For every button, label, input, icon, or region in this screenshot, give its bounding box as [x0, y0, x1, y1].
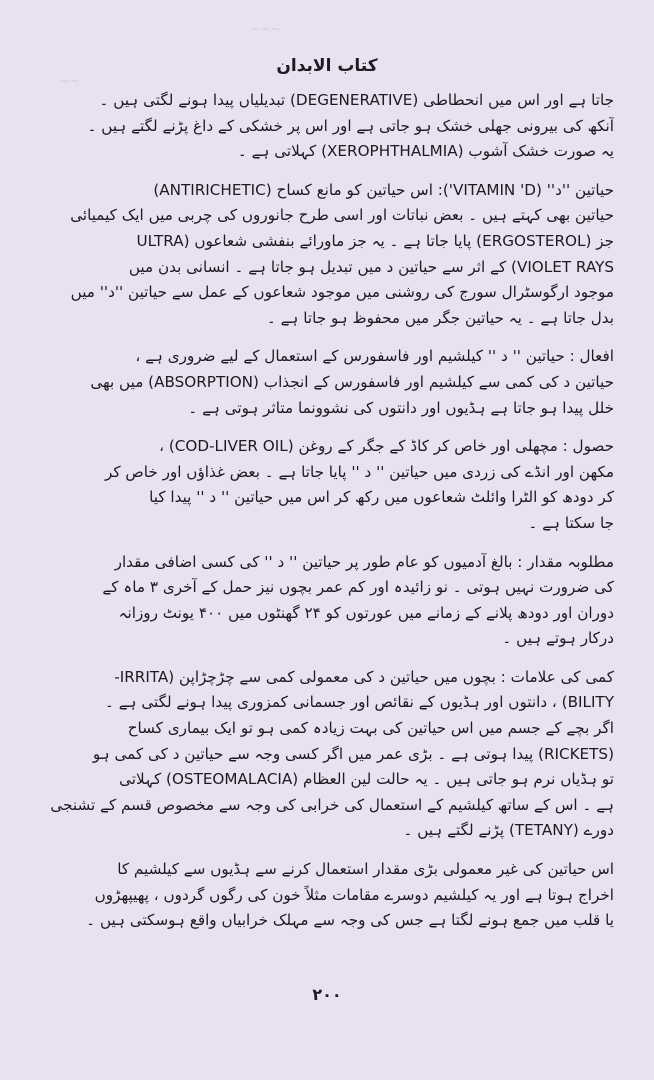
text-line: دوران اور دودھ پلانے کے زمانے میں عورتوں کو ۲۴ گھنٹوں میں ۴۰۰ یونٹ روزانہ [118, 603, 614, 622]
text-line: کر دودھ کو الٹرا وائلٹ شعاعوں میں رکھ کر اس میں حیاتین '' د '' پیدا کیا [149, 488, 614, 507]
text-line: جز (ERGOSTEROL) پایا جاتا ہے ۔ یہ جز ماورائے بنفشی شعاعوں (ULTRA [136, 231, 614, 250]
text-line: BILITY) ، دانتوں اور ہڈیوں کے نقائص اور جسمانی کمزوری پیدا ہونے لگتی ہے ۔ [105, 693, 614, 712]
text-line: درکار ہوتے ہیں ۔ [502, 629, 614, 648]
bleed-fragment: ~~ [60, 74, 81, 88]
text-line: حیاتین د کی کمی سے کیلشیم اور فاسفورس کے انجذاب (ABSORPTION) میں بھی [90, 372, 614, 391]
text-line: بدل جاتا ہے ۔ یہ حیاتین جگر میں محفوظ ہو جاتا ہے ۔ [266, 308, 614, 327]
bleed-fragment: ~~~ [250, 22, 281, 36]
page-body [40, 88, 614, 934]
text-line: کی ضرورت نہیں ہوتی ۔ نو زائیدہ اور کم عمر بچوں نیز حمل کے آخری ۳ ماہ کے [102, 578, 614, 597]
paragraph [40, 344, 614, 421]
text-line: حیاتین ''د'' (VITAMIN 'D'): اس حیاتین کو مانع کساح (ANTIRICHETIC) [153, 180, 614, 199]
text-line: حصول : مچھلی اور خاص کر کاڈ کے جگر کے روغن (COD-LIVER OIL) ، [159, 437, 614, 456]
page-title: کتاب الابدان [276, 56, 378, 76]
text-line: تو ہڈیاں نرم ہو جاتی ہیں ۔ یہ حالت لین العظام (OSTEOMALACIA) کہلاتی [119, 770, 614, 789]
text-line: موجود ارگوسٹرال سورج کی روشنی میں موجود شعاعوں کے عمل سے حیاتین ''د'' میں [70, 283, 614, 302]
paragraph [40, 88, 614, 165]
text-line: افعال : حیاتین '' د '' کیلشیم اور فاسفورس کے استعمال کے لیے ضروری ہے ، [135, 347, 614, 366]
text-line: دورے (TETANY) پڑنے لگتے ہیں ۔ [403, 821, 614, 840]
text-line: جا سکتا ہے ۔ [528, 513, 614, 532]
text-line: جاتا ہے اور اس میں انحطاطی (DEGENERATIVE) تبدیلیاں پیدا ہونے لگتی ہیں ۔ [99, 91, 614, 109]
text-line: حیاتین بھی کہتے ہیں ۔ بعض نباتات اور اسی طرح جانوروں کی چربی میں ایک کیمیائی [70, 206, 614, 225]
text-line: (RICKETS) پیدا ہوتی ہے ۔ بڑی عمر میں اگر کسی وجہ سے حیاتین د کی کمی ہو [92, 744, 614, 763]
paragraph [40, 665, 614, 844]
text-line: کمی کی علامات : بچوں میں حیاتین د کی معمولی کمی سے چڑچڑاپن (IRRITA- [114, 667, 614, 686]
text-line: مکھن اور انڈے کی زردی میں حیاتین '' د '' پایا جاتا ہے ۔ بعض غذاؤں اور خاص کر [104, 462, 614, 481]
text-line: یہ صورت خشک آشوب (XEROPHTHALMIA) کہلاتی ہے ۔ [237, 142, 614, 161]
text-line: یا قلب میں جمع ہونے لگتا ہے جس کی وجہ سے مہلک خرابیاں واقع ہوسکتی ہیں ۔ [86, 911, 614, 930]
text-line: اخراج ہوتا ہے اور یہ کیلشیم دوسرے مقامات مثلاً خون کی رگوں گردوں ، پھیپھڑوں [94, 885, 614, 904]
paragraph [40, 434, 614, 536]
page-number: ۲۰۰ [312, 985, 342, 1004]
text-line: اس حیاتین کی غیر معمولی بڑی مقدار استعمال کرنے سے ہڈیوں سے کیلشیم کا [117, 860, 614, 879]
text-line: VIOLET RAYS) کے اثر سے حیاتین د میں تبدیل ہو جاتا ہے ۔ انسانی بدن میں [128, 257, 614, 276]
text-line: مطلوبہ مقدار : بالغ آدمیوں کو عام طور پر حیاتین '' د '' کی کسی اضافی مقدار [114, 552, 614, 571]
text-line: خلل پیدا ہو جاتا ہے ہڈیوں اور دانتوں کی نشوونما متاثر ہوتی ہے ۔ [188, 398, 614, 417]
text-line: ہے ۔ اس کے ساتھ کیلشیم کے استعمال کی خرابی کی وجہ سے مخصوص قسم کے تشنجی [50, 795, 614, 814]
paragraph [40, 550, 614, 652]
paragraph [40, 178, 614, 332]
text-line: آنکھ کی بیرونی جھلی خشک ہو جاتی ہے اور اس پر خشکی کے داغ پڑنے لگتے ہیں ۔ [87, 116, 614, 135]
paragraph [40, 857, 614, 934]
text-line: اگر بچے کے جسم میں اس حیاتین کی بہت زیادہ کمی ہو تو ایک بیماری کساح [127, 719, 614, 738]
